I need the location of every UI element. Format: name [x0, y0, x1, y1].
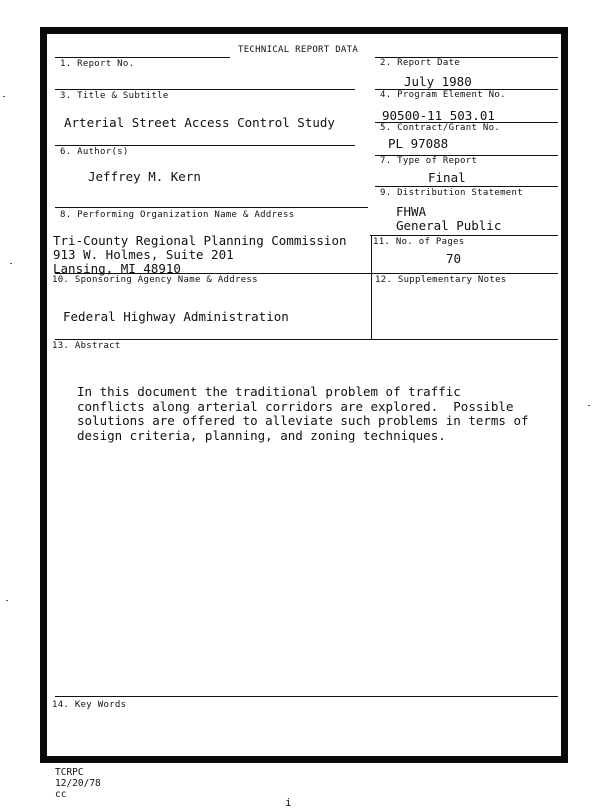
rule [55, 57, 230, 58]
scan-speck [3, 96, 5, 97]
rule [55, 207, 368, 208]
supplementary-label: 12. Supplementary Notes [375, 275, 507, 285]
title-label: 3. Title & Subtitle [60, 91, 169, 101]
rule [375, 186, 558, 187]
title-value: Arterial Street Access Control Study [64, 115, 335, 130]
form-header: TECHNICAL REPORT DATA [238, 45, 359, 55]
program-element-label: 4. Program Element No. [380, 90, 506, 100]
abstract-label: 13. Abstract [52, 341, 121, 351]
pages-value: 70 [446, 251, 462, 266]
report-type-value: Final [428, 170, 466, 185]
abstract-text: In this document the traditional problem of traffic conflicts along arterial corridors are explored. Possible solutions are offered to alleviate such problems in terms of design criteria, planning, and zoning techniques. [77, 384, 529, 443]
footer-org: TCRPC [55, 767, 84, 778]
distribution-value-2: General Public [396, 218, 502, 233]
contract-value: PL 97088 [388, 136, 449, 151]
scan-speck [10, 263, 12, 264]
report-date-label: 2. Report Date [380, 58, 461, 68]
performing-org-label: 8. Performing Organization Name & Address [60, 210, 295, 220]
page-number: i [285, 796, 292, 809]
rule [370, 235, 558, 236]
authors-label: 6. Author(s) [60, 147, 129, 157]
performing-org-line-1: Tri-County Regional Planning Commission [53, 233, 347, 248]
footer-cc: cc [55, 789, 67, 800]
pages-label: 11. No. of Pages [373, 237, 465, 247]
performing-org-line-2: 913 W. Holmes, Suite 201 [53, 247, 234, 262]
authors-value: Jeffrey M. Kern [88, 169, 201, 184]
scan-speck [6, 600, 8, 601]
distribution-label: 9. Distribution Statement [380, 188, 523, 198]
rule [55, 89, 355, 90]
report-date-value: July 1980 [404, 74, 472, 89]
rule [55, 696, 558, 697]
divider [371, 236, 372, 340]
scan-speck [588, 405, 590, 406]
contract-label: 5. Contract/Grant No. [380, 123, 501, 133]
footer-date: 12/20/78 [55, 778, 101, 789]
performing-org-line-3: Lansing, MI 48910 [53, 261, 181, 276]
sponsoring-value: Federal Highway Administration [63, 309, 289, 324]
report-type-label: 7. Type of Report [380, 156, 478, 166]
report-no-label: 1. Report No. [60, 59, 135, 69]
program-element-value: 90500-11 503.01 [382, 108, 495, 123]
rule [55, 145, 355, 146]
rule [55, 339, 558, 340]
key-words-label: 14. Key Words [52, 700, 127, 710]
sponsoring-label: 10. Sponsoring Agency Name & Address [52, 275, 258, 285]
distribution-value-1: FHWA [396, 204, 427, 219]
